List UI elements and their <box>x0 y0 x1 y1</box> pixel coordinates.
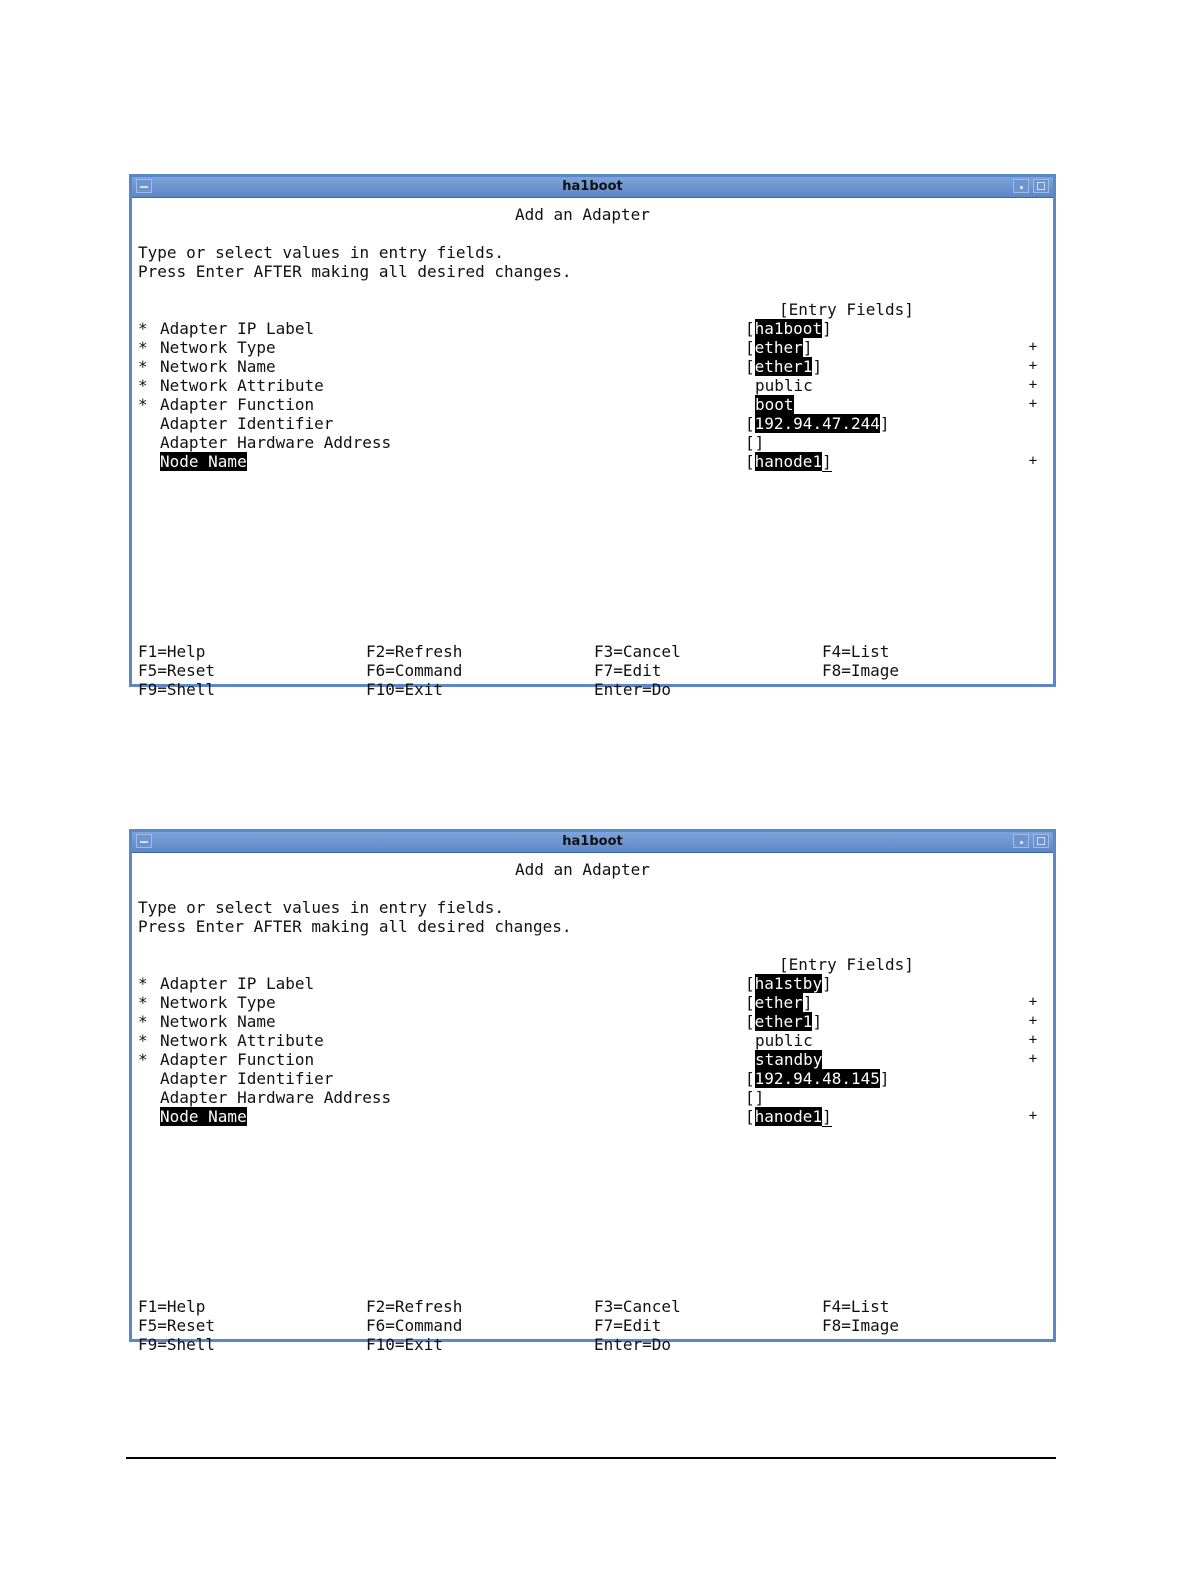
entry-field[interactable] <box>745 974 832 993</box>
bracket-open: [ <box>745 993 755 1012</box>
field-value[interactable]: hanode1 <box>754 1107 823 1126</box>
entry-field[interactable] <box>745 357 822 376</box>
entry-field[interactable] <box>745 319 832 338</box>
field-value[interactable]: ha1stby <box>754 974 823 993</box>
field-label <box>160 433 391 452</box>
bracket-close: ] <box>754 433 765 452</box>
entry-field[interactable] <box>755 395 794 414</box>
bracket-open: [ <box>745 414 755 433</box>
required-marker: * <box>138 319 148 338</box>
list-available-indicator[interactable]: + <box>1028 1032 1038 1048</box>
bracket-close: ] <box>754 1088 765 1107</box>
field-label <box>160 974 314 993</box>
function-key-hint[interactable]: Enter=Do <box>594 1335 672 1354</box>
instruction-line: Press Enter AFTER making all desired changes. <box>138 262 572 281</box>
field-value[interactable]: ether1 <box>754 357 813 376</box>
field-label <box>160 414 333 433</box>
function-key-hint[interactable]: F6=Command <box>366 661 463 680</box>
required-marker: * <box>138 1050 148 1069</box>
function-key-hint[interactable]: F7=Edit <box>594 661 662 680</box>
required-marker: * <box>138 357 148 376</box>
minimize-icon[interactable] <box>1013 834 1029 848</box>
bracket-open: [ <box>745 974 755 993</box>
instruction-line: Type or select values in entry fields. <box>138 243 505 262</box>
entry-field[interactable] <box>745 338 812 357</box>
function-key-hint[interactable]: F9=Shell <box>138 1335 216 1354</box>
field-label <box>160 319 314 338</box>
instruction-line: Type or select values in entry fields. <box>138 898 505 917</box>
list-available-indicator[interactable]: + <box>1028 358 1038 374</box>
field-label-text: Network Name <box>160 357 276 376</box>
window-title: ha1boot <box>562 834 623 849</box>
bracket-open: [ <box>745 319 755 338</box>
function-key-hint[interactable]: F2=Refresh <box>366 642 463 661</box>
field-label <box>160 357 276 376</box>
field-label-text: Network Type <box>160 338 276 357</box>
field-label <box>160 395 314 414</box>
field-label <box>160 1050 314 1069</box>
field-label <box>160 338 276 357</box>
field-value[interactable]: boot <box>755 395 794 414</box>
bracket-open: [ <box>745 1012 755 1031</box>
bracket-close: ] <box>822 452 832 471</box>
bracket-close: ] <box>802 338 813 357</box>
maximize-icon[interactable] <box>1033 179 1049 193</box>
list-available-indicator[interactable]: + <box>1028 1051 1038 1067</box>
field-label <box>160 1069 333 1088</box>
field-label-text: Adapter Hardware Address <box>160 1088 392 1107</box>
entry-field[interactable] <box>745 433 764 452</box>
function-key-hint[interactable]: F5=Reset <box>138 1316 216 1335</box>
function-key-hint[interactable]: F6=Command <box>366 1316 463 1335</box>
field-value[interactable]: public <box>755 376 813 395</box>
field-label <box>160 452 247 471</box>
field-value[interactable]: ether1 <box>754 1012 813 1031</box>
function-key-hint[interactable]: F8=Image <box>822 1316 900 1335</box>
entry-field[interactable] <box>745 1012 822 1031</box>
maximize-icon[interactable] <box>1033 834 1049 848</box>
entry-field[interactable] <box>755 1050 822 1069</box>
function-key-hint[interactable]: F1=Help <box>138 642 206 661</box>
field-label-text: Adapter Hardware Address <box>160 433 392 452</box>
function-key-hint[interactable]: Enter=Do <box>594 680 672 699</box>
required-marker: * <box>138 395 148 414</box>
required-marker: * <box>138 376 148 395</box>
entry-field[interactable] <box>745 1107 832 1126</box>
field-label <box>160 1031 324 1050</box>
list-available-indicator[interactable]: + <box>1028 994 1038 1010</box>
bracket-close: ] <box>822 319 832 338</box>
function-key-hint[interactable]: F10=Exit <box>366 1335 444 1354</box>
entry-field[interactable] <box>745 414 890 433</box>
function-key-hint[interactable]: F3=Cancel <box>594 1297 681 1316</box>
list-available-indicator[interactable]: + <box>1028 453 1038 469</box>
bracket-close: ] <box>879 1069 890 1088</box>
field-label-text: Adapter IP Label <box>160 319 315 338</box>
bracket-close: ] <box>812 357 823 376</box>
field-value[interactable]: 192.94.47.244 <box>754 414 880 433</box>
bracket-open: [ <box>745 452 755 471</box>
field-label-text: Adapter Identifier <box>160 1069 334 1088</box>
smit-window-standby <box>129 829 1056 1354</box>
required-marker: * <box>138 338 148 357</box>
function-key-hint[interactable]: F4=List <box>822 642 890 661</box>
field-label-text: Network Type <box>160 993 276 1012</box>
entry-field[interactable] <box>755 376 813 395</box>
field-value[interactable]: ether <box>754 993 803 1012</box>
field-label <box>160 1088 391 1107</box>
field-value[interactable]: standby <box>755 1050 823 1069</box>
entry-field[interactable] <box>745 452 832 471</box>
list-available-indicator[interactable]: + <box>1028 339 1038 355</box>
terminal-screen <box>135 199 1050 699</box>
page-footer-rule <box>126 1457 1056 1459</box>
bracket-close: ] <box>879 414 890 433</box>
function-key-hint[interactable]: F1=Help <box>138 1297 206 1316</box>
list-available-indicator[interactable]: + <box>1028 1108 1038 1124</box>
field-label <box>160 376 324 395</box>
bracket-open: [ <box>745 1107 755 1126</box>
required-marker: * <box>138 1031 148 1050</box>
field-value[interactable]: 192.94.48.145 <box>754 1069 880 1088</box>
instruction-line: Press Enter AFTER making all desired changes. <box>138 917 572 936</box>
bracket-open: [ <box>745 1088 755 1107</box>
required-marker: * <box>138 1012 148 1031</box>
list-available-indicator[interactable]: + <box>1028 1013 1038 1029</box>
field-value[interactable]: ether <box>754 338 803 357</box>
field-label <box>160 993 276 1012</box>
field-label-text: Network Attribute <box>160 1031 324 1050</box>
field-label-text: Network Attribute <box>160 376 324 395</box>
bracket-open: [ <box>745 433 755 452</box>
function-key-hint[interactable]: F5=Reset <box>138 661 216 680</box>
list-available-indicator[interactable]: + <box>1028 377 1038 393</box>
entry-field[interactable] <box>745 993 812 1012</box>
function-key-hint[interactable]: F4=List <box>822 1297 890 1316</box>
minimize-icon[interactable] <box>1013 179 1029 193</box>
field-label <box>160 1107 247 1126</box>
screen-title: Add an Adapter <box>515 205 650 224</box>
bracket-open: [ <box>745 338 755 357</box>
field-label <box>160 1012 276 1031</box>
entry-field[interactable] <box>755 1031 813 1050</box>
function-key-hint[interactable]: F8=Image <box>822 661 900 680</box>
field-label-text: Adapter Identifier <box>160 414 334 433</box>
bracket-close: ] <box>802 993 813 1012</box>
field-label-text: Network Name <box>160 1012 276 1031</box>
field-label-text: Adapter Function <box>160 1050 315 1069</box>
smit-window-boot <box>129 174 1056 699</box>
function-key-hint[interactable]: F3=Cancel <box>594 642 681 661</box>
entry-fields-header: [Entry Fields] <box>779 955 914 974</box>
screen-title: Add an Adapter <box>515 860 650 879</box>
required-marker: * <box>138 974 148 993</box>
bracket-close: ] <box>822 1107 832 1126</box>
field-label-text: Adapter Function <box>160 395 315 414</box>
function-key-hint[interactable]: F9=Shell <box>138 680 216 699</box>
required-marker: * <box>138 993 148 1012</box>
field-label-text: Node Name <box>160 452 247 471</box>
field-value[interactable]: ha1boot <box>754 319 823 338</box>
bracket-open: [ <box>745 1069 755 1088</box>
entry-fields-header: [Entry Fields] <box>779 300 914 319</box>
list-available-indicator[interactable]: + <box>1028 396 1038 412</box>
function-key-hint[interactable]: F10=Exit <box>366 680 444 699</box>
field-value[interactable]: hanode1 <box>754 452 823 471</box>
window-title: ha1boot <box>562 179 623 194</box>
field-label-text: Adapter IP Label <box>160 974 315 993</box>
bracket-open: [ <box>745 357 755 376</box>
field-value[interactable]: public <box>755 1031 813 1050</box>
bracket-close: ] <box>822 974 832 993</box>
title-bar[interactable] <box>132 832 1053 853</box>
entry-field[interactable] <box>745 1088 764 1107</box>
title-bar[interactable] <box>132 177 1053 198</box>
field-label-text: Node Name <box>160 1107 247 1126</box>
entry-field[interactable] <box>745 1069 890 1088</box>
function-key-hint[interactable]: F2=Refresh <box>366 1297 463 1316</box>
terminal-screen <box>135 854 1050 1354</box>
bracket-close: ] <box>812 1012 823 1031</box>
function-key-hint[interactable]: F7=Edit <box>594 1316 662 1335</box>
